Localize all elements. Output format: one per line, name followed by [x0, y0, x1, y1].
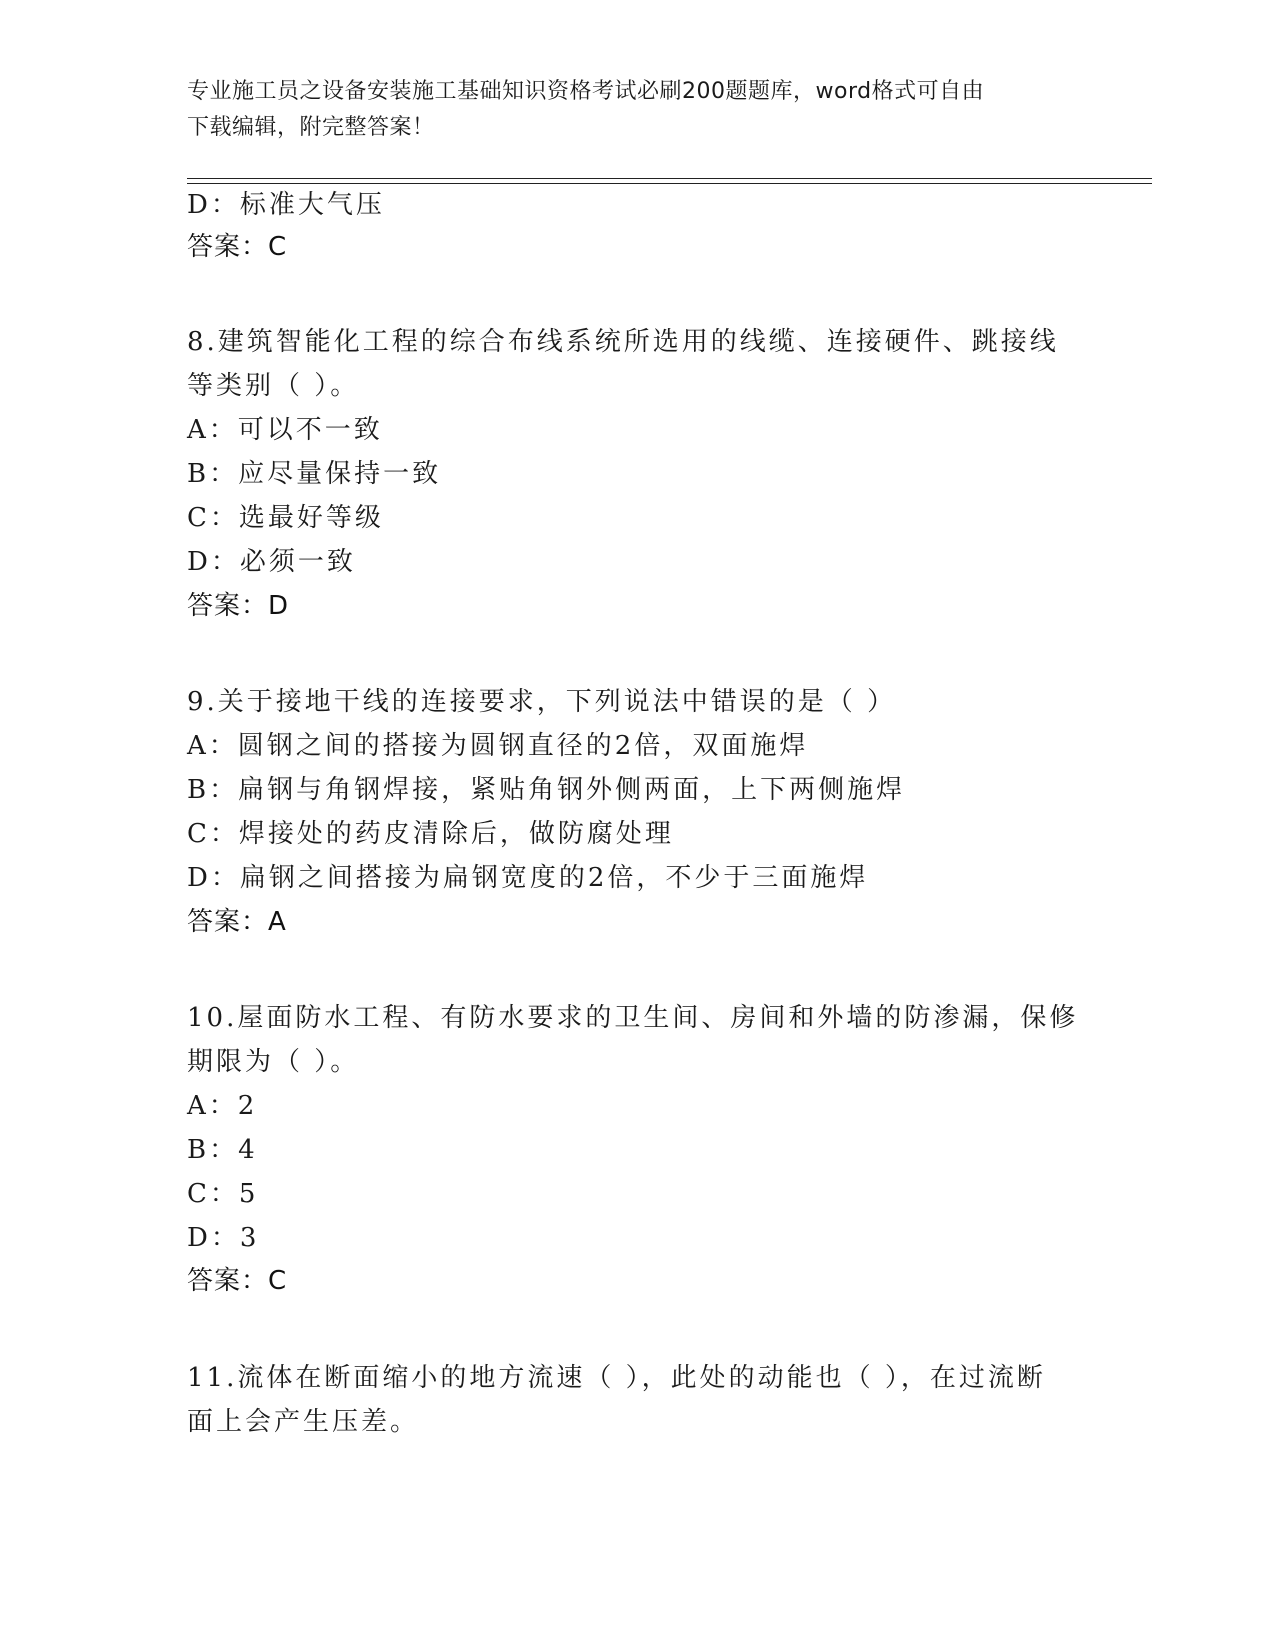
q10-stem-line2: 期限为（ ）。: [187, 1047, 360, 1077]
q10-option-b: B：4: [187, 1135, 258, 1165]
header-divider-top: [187, 178, 1152, 179]
q10-answer: 答案：C: [187, 1266, 288, 1296]
q8-stem-line1: 8.建筑智能化工程的综合布线系统所选用的线缆、连接硬件、跳接线: [187, 327, 1059, 357]
header-title-line1: 专业施工员之设备安装施工基础知识资格考试必刷200题题库，word格式可自由: [187, 79, 985, 104]
q10-option-d: D：3: [187, 1223, 260, 1253]
q8-option-b: B：应尽量保持一致: [187, 459, 442, 489]
prev-option-d: D：标准大气压: [187, 190, 385, 220]
q11-stem-line1: 11.流体在断面缩小的地方流速（ ），此处的动能也（ ），在过流断: [187, 1363, 1046, 1393]
q9-option-b: B：扁钢与角钢焊接，紧贴角钢外侧两面，上下两侧施焊: [187, 775, 906, 805]
q10-option-c: C：5: [187, 1179, 259, 1209]
q10-stem-line1: 10.屋面防水工程、有防水要求的卫生间、房间和外墙的防渗漏，保修: [187, 1003, 1079, 1033]
prev-answer: 答案：C: [187, 232, 288, 262]
q9-stem-line1: 9.关于接地干线的连接要求，下列说法中错误的是（ ）: [187, 687, 897, 717]
q8-option-c: C：选最好等级: [187, 503, 384, 533]
q8-option-d: D：必须一致: [187, 547, 356, 577]
header-divider-bottom: [187, 183, 1152, 184]
document-header: [187, 74, 1067, 146]
q9-option-c: C：焊接处的药皮清除后，做防腐处理: [187, 819, 674, 849]
q9-option-d: D：扁钢之间搭接为扁钢宽度的2倍，不少于三面施焊: [187, 863, 869, 893]
q8-answer: 答案：D: [187, 591, 290, 621]
q11-stem-line2: 面上会产生压差。: [187, 1407, 420, 1437]
q9-option-a: A：圆钢之间的搭接为圆钢直径的2倍，双面施焊: [187, 731, 809, 761]
q8-stem-line2: 等类别（ ）。: [187, 371, 360, 401]
header-title-line2: 下载编辑，附完整答案！: [187, 115, 435, 140]
q8-option-a: A：可以不一致: [187, 415, 383, 445]
q10-option-a: A：2: [187, 1091, 258, 1121]
q9-answer: 答案：A: [187, 907, 287, 937]
